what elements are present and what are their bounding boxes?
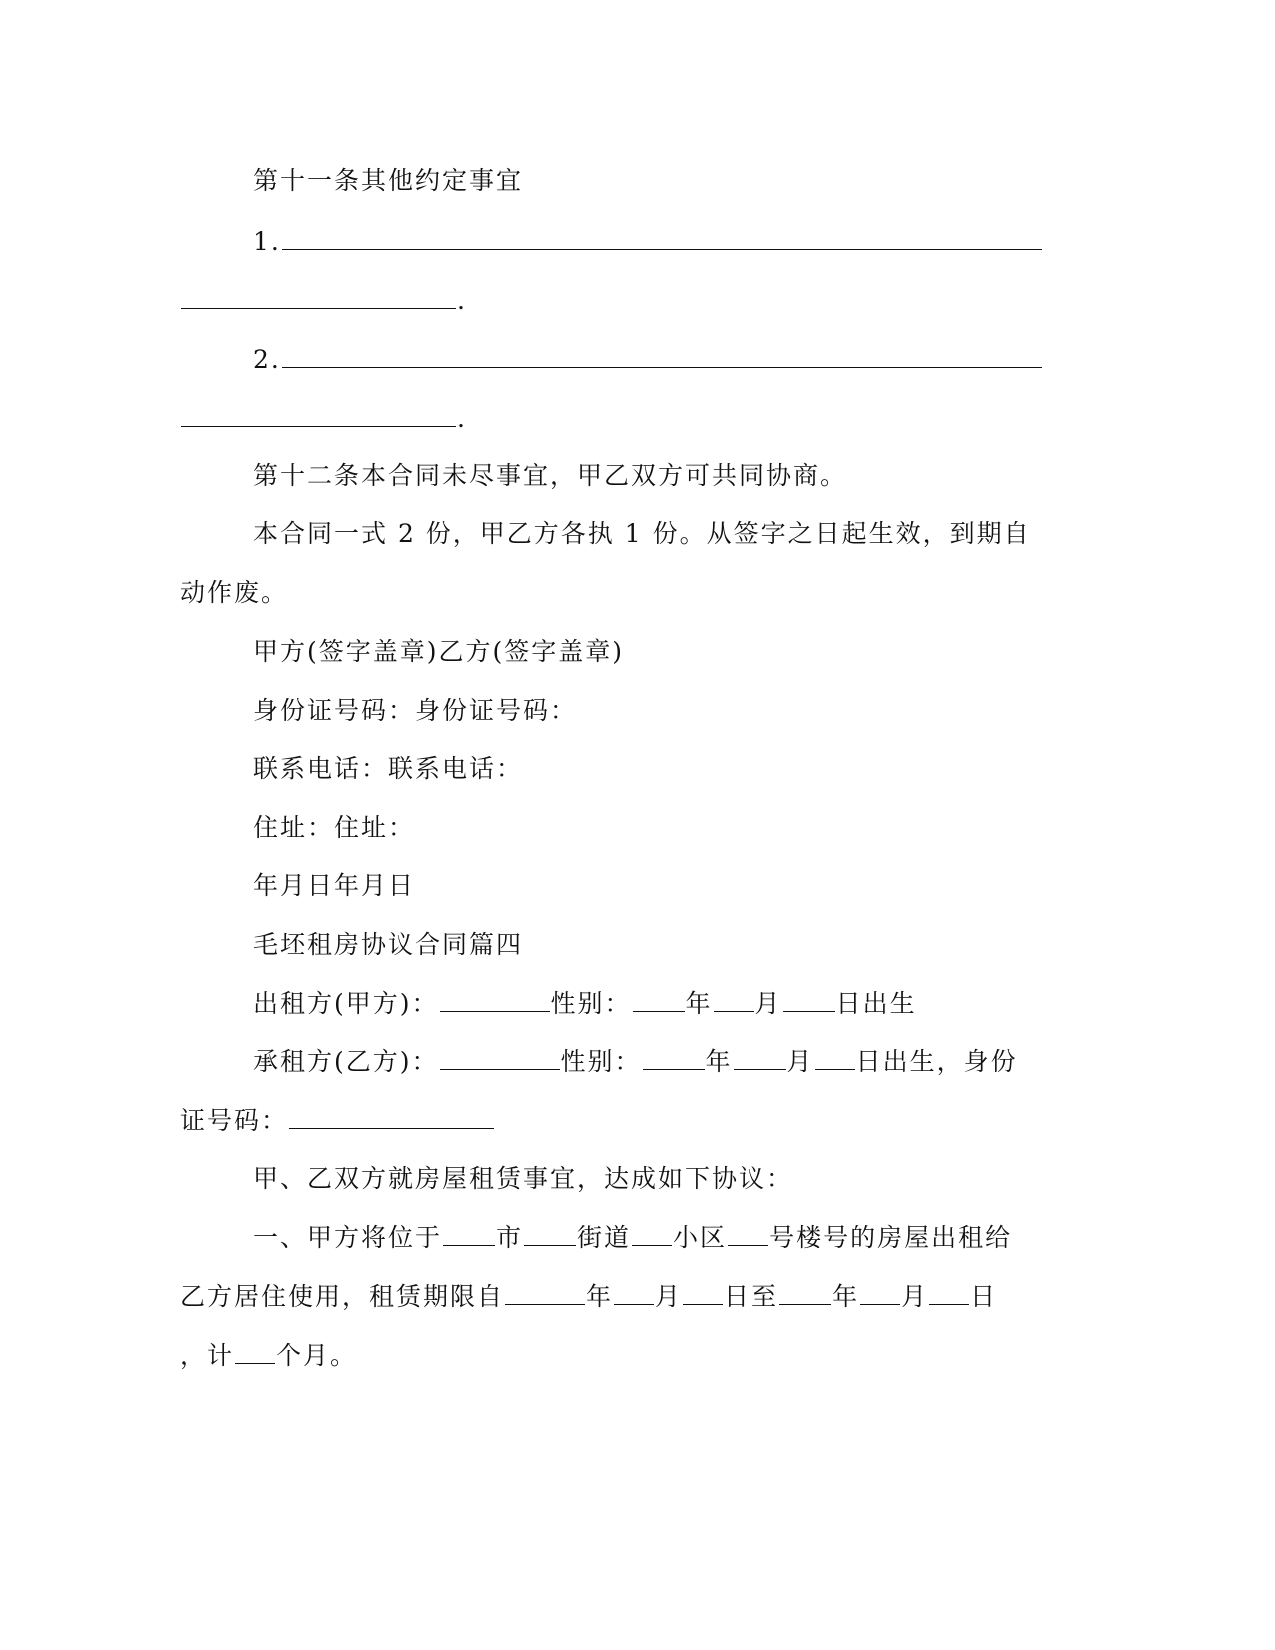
lessor-name-blank bbox=[440, 989, 550, 1012]
months-label: 个月。 bbox=[276, 1341, 358, 1370]
end-day-blank bbox=[929, 1282, 969, 1305]
agreement-intro: 甲、乙双方就房屋租赁事宜，达成如下协议： bbox=[253, 1164, 794, 1193]
section-4-title: 毛坯租房协议合同篇四 bbox=[253, 930, 524, 959]
total-label: ，计 bbox=[180, 1341, 235, 1370]
lessor-birth-year-blank bbox=[633, 989, 685, 1012]
item-2-blank bbox=[282, 345, 1042, 368]
start-month-blank bbox=[614, 1282, 654, 1305]
item-1-continuation bbox=[180, 286, 467, 316]
lessor-birth-day-blank bbox=[783, 989, 835, 1012]
item-2-continuation bbox=[180, 404, 467, 434]
lessee-gender: 性别： bbox=[560, 1047, 642, 1076]
building-blank bbox=[728, 1223, 768, 1246]
lease-term-label: 乙方居住使用，租赁期限自 bbox=[180, 1282, 505, 1311]
start-month-label: 月 bbox=[655, 1282, 683, 1311]
start-day-blank bbox=[683, 1282, 723, 1305]
end-year-label: 年 bbox=[832, 1282, 860, 1311]
article-12: 第十二条本合同未尽事宜，甲乙双方可共同协商。 bbox=[253, 461, 848, 490]
lessee-name-blank bbox=[440, 1047, 560, 1070]
lessee-birth-day-blank bbox=[815, 1047, 855, 1070]
id-number-line: 身份证号码：身份证号码： bbox=[253, 696, 578, 725]
lessee-birth-year-blank bbox=[643, 1047, 705, 1070]
copies-line-1: 本合同一式 2 份，甲乙方各执 1 份。从签字之日起生效，到期自 bbox=[253, 519, 1031, 548]
lessee-id-label: 证号码： bbox=[180, 1106, 289, 1135]
community-blank bbox=[632, 1223, 672, 1246]
lessee-born-label: 日出生，身份 bbox=[855, 1047, 1018, 1076]
lessee-month-label: 月 bbox=[786, 1047, 814, 1076]
street-label: 街道 bbox=[577, 1223, 632, 1252]
lessor-line bbox=[253, 989, 917, 1019]
start-year-blank bbox=[505, 1282, 585, 1305]
start-year-label: 年 bbox=[586, 1282, 614, 1311]
city-label: 市 bbox=[496, 1223, 524, 1252]
phone-line: 联系电话：联系电话： bbox=[253, 754, 524, 783]
lessee-birth-month-blank bbox=[734, 1047, 786, 1070]
address-line: 住址：住址： bbox=[253, 813, 416, 842]
lessee-line bbox=[253, 1047, 1018, 1077]
clause-1-line-3 bbox=[180, 1341, 357, 1371]
item-2-end: . bbox=[457, 404, 467, 433]
lessor-birth-month-blank bbox=[714, 989, 754, 1012]
lessee-id-blank bbox=[289, 1106, 494, 1129]
end-day-label: 日 bbox=[970, 1282, 998, 1311]
day-to-label: 日至 bbox=[724, 1282, 779, 1311]
copies-line-2: 动作废。 bbox=[180, 578, 289, 607]
city-blank bbox=[443, 1223, 495, 1246]
article-11-title: 第十一条其他约定事宜 bbox=[253, 166, 524, 195]
end-month-label: 月 bbox=[901, 1282, 929, 1311]
item-1-end: . bbox=[457, 286, 467, 315]
item-2-line bbox=[253, 345, 1043, 375]
item-1-line bbox=[253, 227, 1043, 257]
lessor-year-label: 年 bbox=[685, 989, 713, 1018]
clause-1-line-1 bbox=[253, 1223, 1012, 1253]
clause-1-start: 一、甲方将位于 bbox=[253, 1223, 443, 1252]
item-1-blank bbox=[282, 227, 1042, 250]
lessor-born-label: 日出生 bbox=[835, 989, 917, 1018]
end-year-blank bbox=[779, 1282, 831, 1305]
end-month-blank bbox=[860, 1282, 900, 1305]
item-1-prefix: 1. bbox=[253, 227, 281, 256]
date-line: 年月日年月日 bbox=[253, 871, 416, 900]
lessor-label: 出租方(甲方)： bbox=[253, 989, 439, 1018]
clause-1-line-2 bbox=[180, 1282, 997, 1312]
lessee-year-label: 年 bbox=[705, 1047, 733, 1076]
item-1-blank-cont bbox=[181, 286, 456, 309]
signature-line: 甲方(签字盖章)乙方(签字盖章) bbox=[253, 637, 625, 666]
lessee-id-line bbox=[180, 1106, 495, 1136]
months-blank bbox=[235, 1341, 275, 1364]
lessee-label: 承租方(乙方)： bbox=[253, 1047, 439, 1076]
street-blank bbox=[524, 1223, 576, 1246]
community-label: 小区 bbox=[673, 1223, 728, 1252]
item-2-blank-cont bbox=[181, 404, 456, 427]
item-2-prefix: 2. bbox=[253, 345, 281, 374]
lessor-gender: 性别： bbox=[550, 989, 632, 1018]
building-label: 号楼号的房屋出租给 bbox=[769, 1223, 1013, 1252]
lessor-month-label: 月 bbox=[754, 989, 782, 1018]
